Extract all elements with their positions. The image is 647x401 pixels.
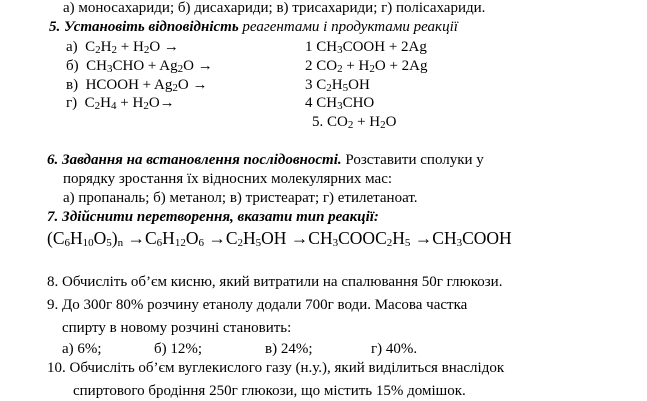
q7-number: 7.: [47, 209, 59, 225]
q7-title: Здійснити перетворення, вказати тип реакції:: [62, 209, 379, 225]
q6-text-1: Розставити сполуки у: [345, 152, 484, 168]
q5-right-3: 3 $C_2H_5OH$: [305, 77, 370, 94]
q9-option-a: а) 6%;: [62, 341, 102, 357]
q5-right-4: 4 $CH_3CHO$: [305, 95, 375, 112]
q5-subtitle: реагентами і продуктами реакції: [242, 19, 458, 35]
q6-options: а) пропаналь; б) метанол; в) тристеарат; г) етилетаноат.: [63, 190, 418, 206]
q10-line-1: 10. Обчисліть об’єм вуглекислого газу (н.у.), який виділиться внаслідок: [47, 360, 505, 376]
q9-line-2: спирту в новому розчині становить:: [62, 320, 292, 336]
q9-option-c: в) 24%;: [265, 341, 313, 357]
q5-left-c: в) HCOOH + $Ag_2O$ →: [66, 77, 208, 94]
q5-left-d: г) $C_2H_4 + H_2O\to$: [66, 95, 175, 112]
q5-title: Установіть відповідність: [64, 19, 239, 35]
q5-right-5: 5. $CO_2 + H_2O$: [312, 114, 397, 131]
q9-option-b: б) 12%;: [154, 341, 203, 357]
q7-chain: $(C_6H_{10}O_5)_n \to C_6H_{12}O_6 \to C_2H_5OH$ $\to CH_3COOC_2H_5$ $\to CH_3COOH$: [47, 228, 512, 249]
q6-heading: [47, 151, 484, 169]
q9-option-d: г) 40%.: [371, 341, 418, 357]
q10-line-2: спиртового бродіння 250г глюкози, що містить 15% домішок.: [73, 383, 466, 399]
q5-right-2: 2 $CO_2 + H_2O + 2Ag$: [305, 58, 428, 75]
q6-title: Завдання на встановлення послідовності.: [62, 152, 342, 168]
q7-heading: [47, 208, 379, 226]
q5-right-1: 1 $CH_3COOH + 2Ag$: [305, 39, 427, 56]
q5-left-a: а) $C_2H_2 + H_2O$ →: [66, 39, 179, 56]
q9-line-1: 9. До 300г 80% розчину етанолу додали 700г води. Масова частка: [47, 297, 468, 313]
q5-heading: [49, 18, 458, 36]
top-options: а) моносахариди; б) дисахариди; в) трисахариди; г) полісахариди.: [63, 0, 486, 16]
q6-number: 6.: [47, 152, 59, 168]
q5-number: 5.: [49, 19, 61, 35]
q6-text-2: порядку зростання їх відносних молекулярних мас:: [63, 171, 393, 187]
q8-text: 8. Обчисліть об’єм кисню, який витратили на спалювання 50г глюкози.: [47, 274, 503, 290]
q5-left-b: б) $CH_3CHO + Ag_2O$ →: [66, 58, 213, 75]
